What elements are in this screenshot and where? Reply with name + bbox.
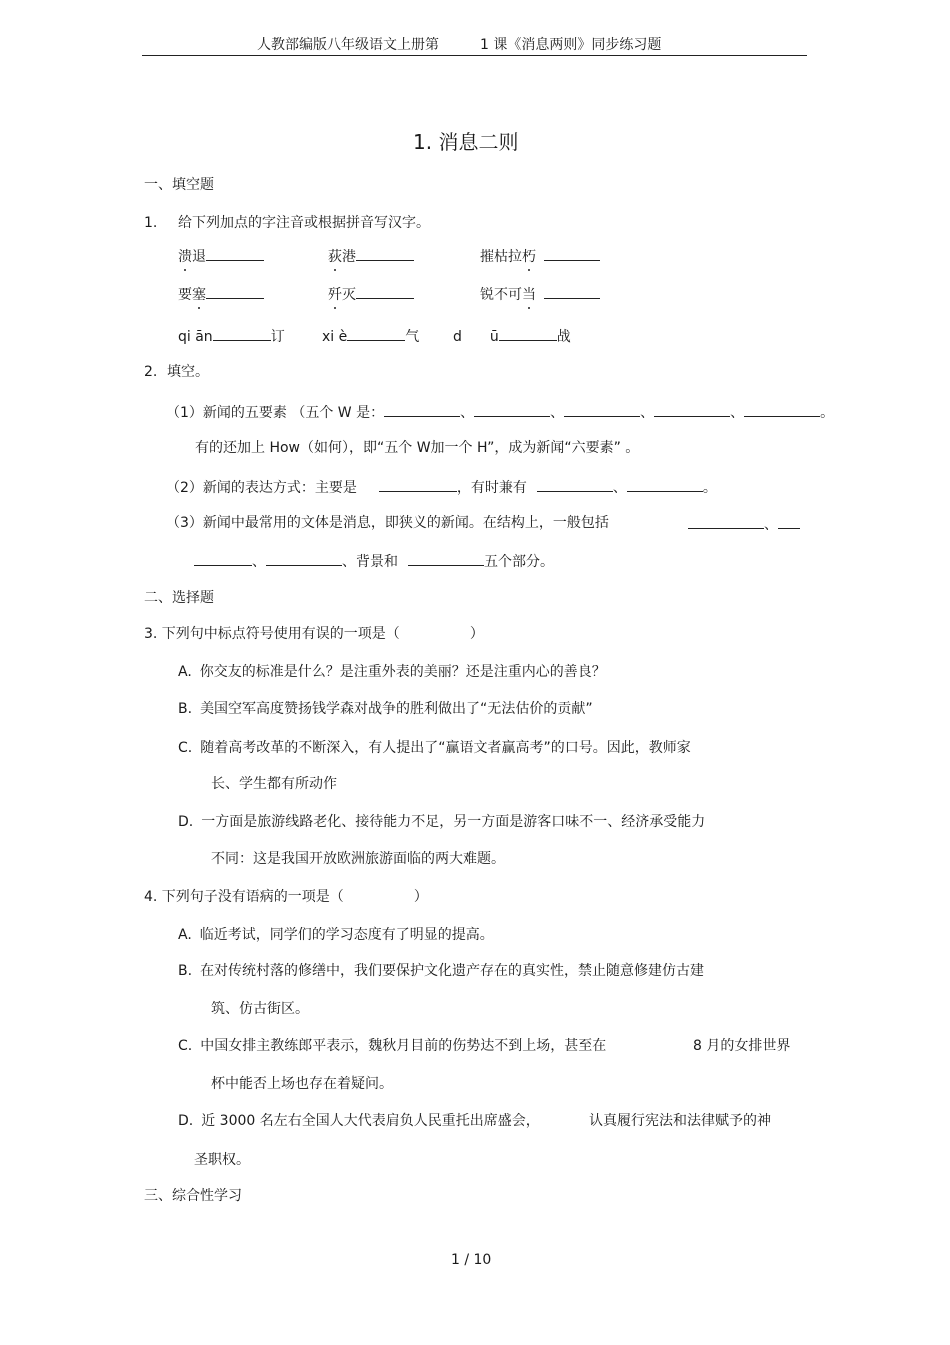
- char-item: [480, 246, 600, 266]
- char-item: [328, 284, 414, 304]
- option-text-2: 8 月的女排世界: [693, 1038, 791, 1054]
- answer-blank[interactable]: [356, 284, 414, 299]
- separator: 、: [640, 405, 655, 421]
- option-label: A.: [178, 664, 192, 680]
- page-number: 1 / 10: [451, 1252, 492, 1268]
- pinyin-item: [453, 326, 571, 346]
- paren-close: ）: [413, 889, 428, 905]
- section-heading: 二、选择题: [144, 590, 214, 606]
- separator: 、: [550, 405, 565, 421]
- pinyin-item: [322, 326, 419, 346]
- fill-text: （1）新闻的五要素 （五个 W 是：: [166, 405, 385, 421]
- answer-blank[interactable]: [744, 402, 820, 417]
- option-text-cont: 不同：这是我国开放欧洲旅游面临的两大难题。: [211, 851, 505, 867]
- answer-blank[interactable]: [474, 402, 550, 417]
- answer-blank[interactable]: [537, 477, 613, 492]
- char-item: [178, 246, 264, 266]
- answer-blank[interactable]: [544, 246, 600, 261]
- char-item: [328, 246, 414, 266]
- fill-text: 五个部分。: [484, 554, 554, 570]
- char-item-before: 摧枯拉: [480, 249, 522, 265]
- page-title: 1. 消息二则: [413, 130, 519, 154]
- option-text: 美国空军高度赞扬钱学森对战争的胜利做出了“无法估价的贡献”: [200, 701, 593, 717]
- section-heading: 一、填空题: [144, 177, 214, 193]
- answer-blank[interactable]: [544, 284, 600, 299]
- char-item-after: 港: [342, 249, 356, 265]
- option-c[interactable]: [178, 1037, 606, 1055]
- separator: 、: [460, 405, 475, 421]
- option-d[interactable]: [178, 813, 705, 831]
- answer-blank[interactable]: [408, 551, 484, 566]
- fill-line: [688, 514, 800, 534]
- pinyin-text: ū: [489, 329, 499, 345]
- answer-blank[interactable]: [564, 402, 640, 417]
- char-item-before: 锐不可: [480, 287, 522, 303]
- answer-blank[interactable]: [347, 326, 405, 341]
- char-item: [178, 284, 264, 304]
- pinyin-text: qi ān: [178, 329, 213, 345]
- dotted-char: 溃: [178, 249, 192, 265]
- option-label: C.: [178, 740, 193, 756]
- answer-blank[interactable]: [654, 402, 730, 417]
- fill-line: [166, 402, 834, 422]
- period: 。: [820, 405, 835, 421]
- answer-blank[interactable]: [356, 246, 414, 261]
- char-item-after: 灭: [342, 287, 356, 303]
- header-rule: [142, 55, 807, 56]
- paren-close: ）: [469, 626, 484, 642]
- option-text: 在对传统村落的修缮中，我们要保护文化遗产存在的真实性，禁止随意修建仿古建: [200, 963, 705, 979]
- option-text: 你交友的标准是什么？是注重外表的美丽？还是注重内心的善良？: [199, 664, 606, 680]
- question-stem: 给下列加点的字注音或根据拼音写汉字。: [178, 215, 430, 231]
- answer-blank[interactable]: [384, 402, 460, 417]
- dotted-char: 朽: [522, 249, 536, 265]
- dotted-char: 当: [522, 287, 536, 303]
- option-c[interactable]: [178, 739, 691, 757]
- fill-text: （3）新闻中最常用的文体是消息，即狭义的新闻。在结构上，一般包括: [166, 515, 609, 531]
- option-label: D.: [178, 814, 194, 830]
- answer-blank[interactable]: [778, 514, 800, 529]
- answer-blank[interactable]: [379, 477, 457, 492]
- fill-line: [166, 477, 717, 497]
- separator: 、: [764, 517, 778, 533]
- pinyin-suffix: 订: [270, 329, 285, 345]
- pinyin-text: xi è: [322, 329, 348, 345]
- answer-blank[interactable]: [499, 326, 557, 341]
- question-number: 1.: [144, 215, 158, 231]
- option-text-cont: 筑、仿古街区。: [211, 1001, 309, 1017]
- separator: 、: [730, 405, 745, 421]
- option-text: 中国女排主教练郎平表示，魏秋月目前的伤势达不到上场，甚至在: [200, 1038, 607, 1054]
- option-label: C.: [178, 1038, 193, 1054]
- question-stem: [144, 625, 484, 643]
- char-item-before: 要: [178, 287, 192, 303]
- option-text: 一方面是旅游线路老化、接待能力不足，另一方面是游客口味不一、经济承受能力: [201, 814, 706, 830]
- option-label: A.: [178, 927, 192, 943]
- option-label: B.: [178, 701, 193, 717]
- answer-blank[interactable]: [194, 551, 252, 566]
- fill-text: 、背景和: [342, 554, 398, 570]
- fill-line: [166, 514, 609, 532]
- pinyin-text: d: [453, 329, 462, 345]
- question-stem: 填空。: [167, 364, 209, 380]
- option-text-2: 认真履行宪法和法律赋予的神: [589, 1113, 771, 1129]
- answer-blank[interactable]: [627, 477, 703, 492]
- fill-text: 有的还加上 How（如何），即“五个 W加一个 H”，成为新闻“六要素” 。: [195, 440, 640, 456]
- fill-text: （2）新闻的表达方式：主要是: [166, 480, 357, 496]
- option-a[interactable]: [178, 663, 606, 681]
- char-item-after: 退: [192, 249, 206, 265]
- option-text: 随着高考改革的不断深入，有人提出了“赢语文者赢高考”的口号。因此，教师家: [200, 740, 691, 756]
- period: 。: [702, 480, 717, 496]
- header-right: 1 课《消息两则》同步练习题: [480, 37, 662, 53]
- dotted-char: 歼: [328, 287, 342, 303]
- option-text-cont: 圣职权。: [194, 1152, 250, 1168]
- answer-blank[interactable]: [213, 326, 271, 341]
- pinyin-suffix: 战: [556, 329, 571, 345]
- pinyin-suffix: 气: [405, 329, 420, 345]
- option-b[interactable]: [178, 962, 704, 980]
- question-stem: [144, 888, 428, 906]
- answer-blank[interactable]: [688, 514, 764, 529]
- section-heading: 三、综合性学习: [144, 1188, 242, 1204]
- answer-blank[interactable]: [206, 246, 264, 261]
- question-text: 4. 下列句子没有语病的一项是（: [144, 889, 344, 905]
- separator: 、: [252, 554, 266, 570]
- option-text: 近 3000 名左右全国人大代表肩负人民重托出席盛会，: [201, 1113, 540, 1129]
- option-text: 临近考试，同学们的学习态度有了明显的提高。: [199, 927, 494, 943]
- fill-text: ，有时兼有: [456, 480, 527, 496]
- option-text-cont: 长、学生都有所动作: [211, 776, 337, 792]
- fill-line: [194, 551, 554, 571]
- answer-blank[interactable]: [206, 284, 264, 299]
- header-left: 人教部编版八年级语文上册第: [257, 37, 439, 53]
- option-d[interactable]: [178, 1112, 540, 1130]
- option-text-cont: 杯中能否上场也存在着疑问。: [211, 1076, 393, 1092]
- separator: 、: [612, 480, 627, 496]
- dotted-char: 荻: [328, 249, 342, 265]
- option-label: B.: [178, 963, 193, 979]
- answer-blank[interactable]: [266, 551, 342, 566]
- char-item: [480, 284, 600, 304]
- option-a[interactable]: [178, 926, 494, 944]
- dotted-char: 塞: [192, 287, 206, 303]
- option-b[interactable]: [178, 700, 593, 718]
- question-number: 2.: [144, 364, 158, 380]
- pinyin-item: [178, 326, 285, 346]
- option-label: D.: [178, 1113, 194, 1129]
- question-text: 3. 下列句中标点符号使用有误的一项是（: [144, 626, 400, 642]
